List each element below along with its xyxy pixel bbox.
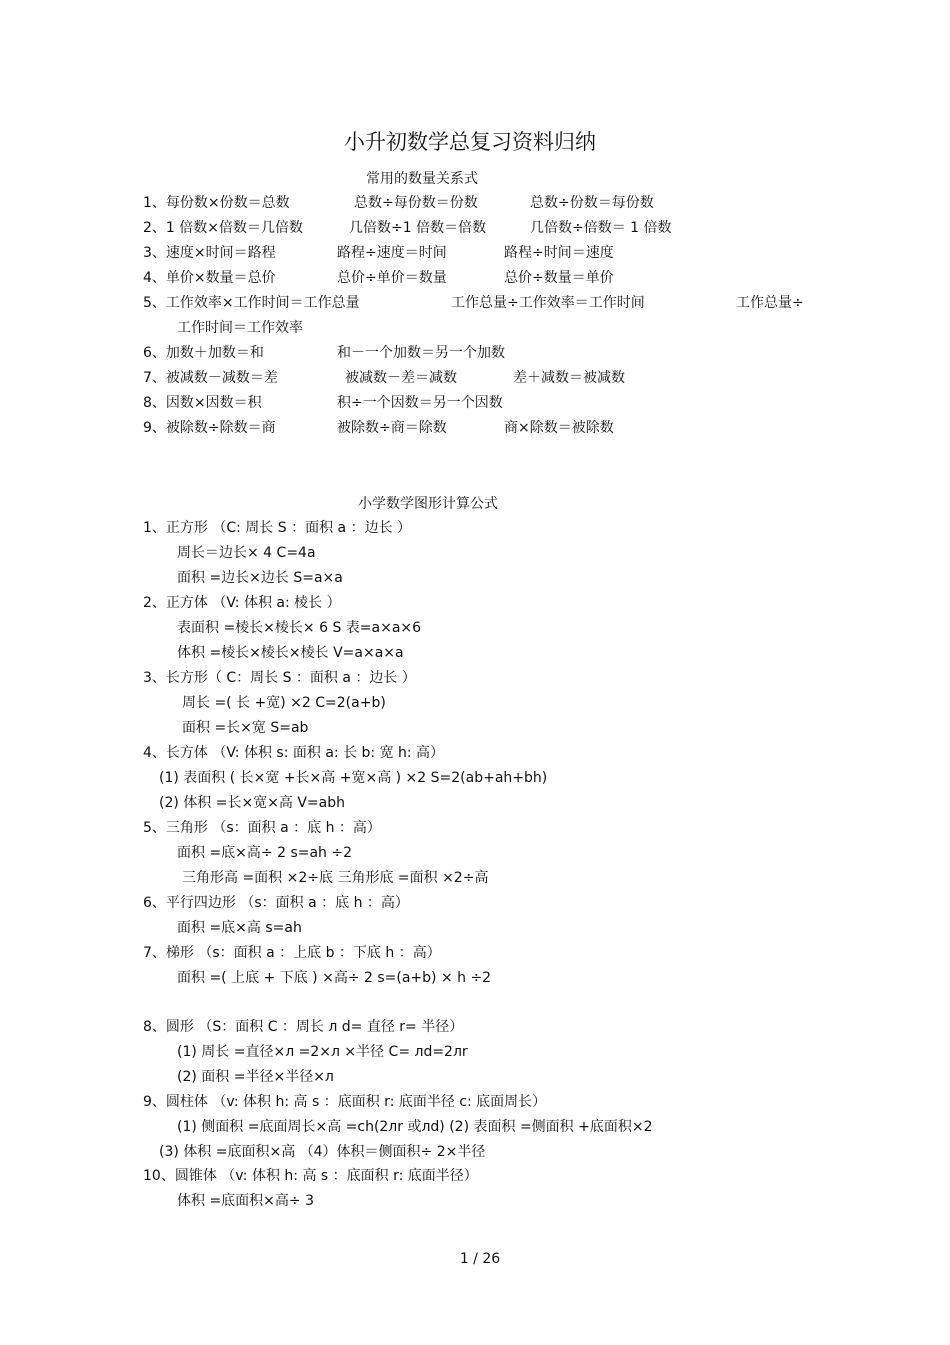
formula-line: 表面积 =棱长×棱长× 6 S 表=a×a×6 bbox=[177, 620, 422, 636]
formula-line: 体积 =底面积×高÷ 3 bbox=[177, 1193, 314, 1209]
formula-line: 面积 =底×高÷ 2 s=ah ÷2 bbox=[177, 845, 353, 861]
formula-line: 4、长方体 （V: 体积 s: 面积 a: 长 b: 宽 h: 高） bbox=[143, 745, 445, 761]
formula-line: 3、长方形（ C：周长 S ：面积 a ：边长 ） bbox=[143, 670, 416, 686]
formula-line: 7、梯形 （s：面积 a ：上底 b ：下底 h ：高） bbox=[143, 945, 441, 961]
formula-line: 6、平行四边形 （s：面积 a ：底 h ：高） bbox=[143, 895, 409, 911]
formula-line: (2) 体积 =长×宽×高 V=abh bbox=[159, 795, 346, 811]
formula-line: 2、正方体 （V: 体积 a: 棱长 ） bbox=[143, 595, 341, 611]
formula-line: 9、圆柱体 （v: 体积 h: 高 s ：底面积 r: 底面半径 c: 底面周长） bbox=[143, 1094, 547, 1110]
formula-line: 5、三角形 （s：面积 a ：底 h ：高） bbox=[143, 820, 381, 836]
formula-line: 面积 =长×宽 S=ab bbox=[182, 720, 309, 736]
formula-line: 周长 =( 长 +宽) ×2 C=2(a+b) bbox=[182, 695, 386, 711]
formula-line: (3) 体积 =底面积×高 （4）体积＝侧面积÷ 2×半径 bbox=[159, 1144, 486, 1160]
page-number: 1 / 26 bbox=[459, 1251, 501, 1267]
formula-line: 体积 =棱长×棱长×棱长 V=a×a×a bbox=[177, 645, 404, 661]
formula-line: 1、正方形 （C: 周长 S ：面积 a ：边长 ） bbox=[143, 520, 412, 536]
formula-line: 面积 =底×高 s=ah bbox=[177, 920, 302, 936]
formula-line: (1) 侧面积 =底面周长×高 =ch(2лr 或лd) (2) 表面积 =侧面积 +底面积×2 bbox=[177, 1119, 653, 1135]
formula-line: 8、圆形 （S：面积 C ：周长 л d= 直径 r= 半径） bbox=[143, 1019, 464, 1035]
formula-line: (2) 面积 =半径×半径×л bbox=[177, 1069, 334, 1085]
formula-line: 10、圆锥体 （v: 体积 h: 高 s ：底面积 r: 底面半径） bbox=[143, 1168, 478, 1184]
page-title: 小升初数学总复习资料归纳 bbox=[344, 130, 596, 154]
section-heading-formulas: 小学数学图形计算公式 bbox=[358, 496, 498, 512]
formula-line: 面积 =( 上底 + 下底 ) ×高÷ 2 s=(a+b) × h ÷2 bbox=[177, 970, 492, 986]
document-page: 小升初数学总复习资料归纳 常用的数量关系式 1、每份数×份数＝总数 总数÷每份数＝份数 总数÷份数＝每份数 2、1 倍数×倍数＝几倍数 几倍数÷1 倍数＝倍数 几倍数÷倍数＝ 1 倍数 3、速度×时间＝路程 路程÷速度＝时间 路程÷时间＝速度 4、单价×数量＝总价 总价÷单价＝数量 总价÷数量＝单价 5、工作效率×工作时间＝工作总量 工作总量÷工作效率＝工作时间 工作总量÷ 工作时间＝工作效率 6、加数＋加数＝和 和－一个加数＝另一个加数 7、被减数－减数＝差 被减数－差＝减数 差＋减数＝被减数 8、因数×因数＝积 积÷一个因数＝另一个因数 9、被除数÷除数＝商 被除数÷商＝除数 商×除数＝被除数 小学数学图形计算公式 1、正方形 （C: 周长 S ：面积 a ：边长 ） 周长＝边长× 4 C=4a 面积 =边长×边长 S=a×a 2、正方体 （V: 体积 a: 棱长 ） 表面积 =棱长×棱长× 6 S 表=a×a×6 体积 =棱长×棱长×棱长 V=a×a×a 3、长方形（ C：周长 S ：面积 a ：边长 ） 周长 =( 长 +宽) ×2 C=2(a+b) 面积 =长×宽 S=ab 4、长方体 （V: 体积 s: 面积 a: 长 b: 宽 h: 高） (1) 表面积 ( 长×宽 +长×高 +宽×高 ) ×2 S=2(ab+ah+bh) (2) 体积 =长×宽×高 V=abh 5、三角形 （s：面积 a ：底 h ：高） 面积 =底×高÷ 2 s=ah ÷2 三角形高 =面积 ×2÷底 三角形底 =面积 ×2÷高 6、平行四边形 （s：面积 a ：底 h ：高） 面积 =底×高 s=ah 7、梯形 （s：面积 a ：上底 b ：下底 h ：高） 面积 =( 上底 + 下底 ) ×高÷ 2 s=(a+b) × h ÷2 8、圆形 （S：面积 C ：周长 л d= 直径 r= 半径） (1) 周长 =直径×л =2×л ×半径 C= лd=2лr (2) 面积 =半径×半径×л 9、圆柱体 （v: 体积 h: 高 s ：底面积 r: 底面半径 c: 底面周长） (1) 侧面积 =底面周长×高 =ch(2лr 或лd) (2) 表面积 =侧面积 +底面积×2 (3) 体积 =底面积×高 （4）体积＝侧面积÷ 2×半径 10、圆锥体 （v: 体积 h: 高 s ：底面积 r: 底面半径） 体积 =底面积×高÷ 3 1 / 26 bbox=[0, 0, 950, 1345]
formula-line: 周长＝边长× 4 C=4a bbox=[177, 545, 316, 561]
formula-line: (1) 表面积 ( 长×宽 +长×高 +宽×高 ) ×2 S=2(ab+ah+bh) bbox=[159, 770, 548, 786]
section-heading-relations: 常用的数量关系式 bbox=[366, 171, 478, 187]
formula-line: 三角形高 =面积 ×2÷底 三角形底 =面积 ×2÷高 bbox=[182, 870, 489, 886]
formula-line: (1) 周长 =直径×л =2×л ×半径 C= лd=2лr bbox=[177, 1044, 468, 1060]
formula-line: 面积 =边长×边长 S=a×a bbox=[177, 570, 343, 586]
